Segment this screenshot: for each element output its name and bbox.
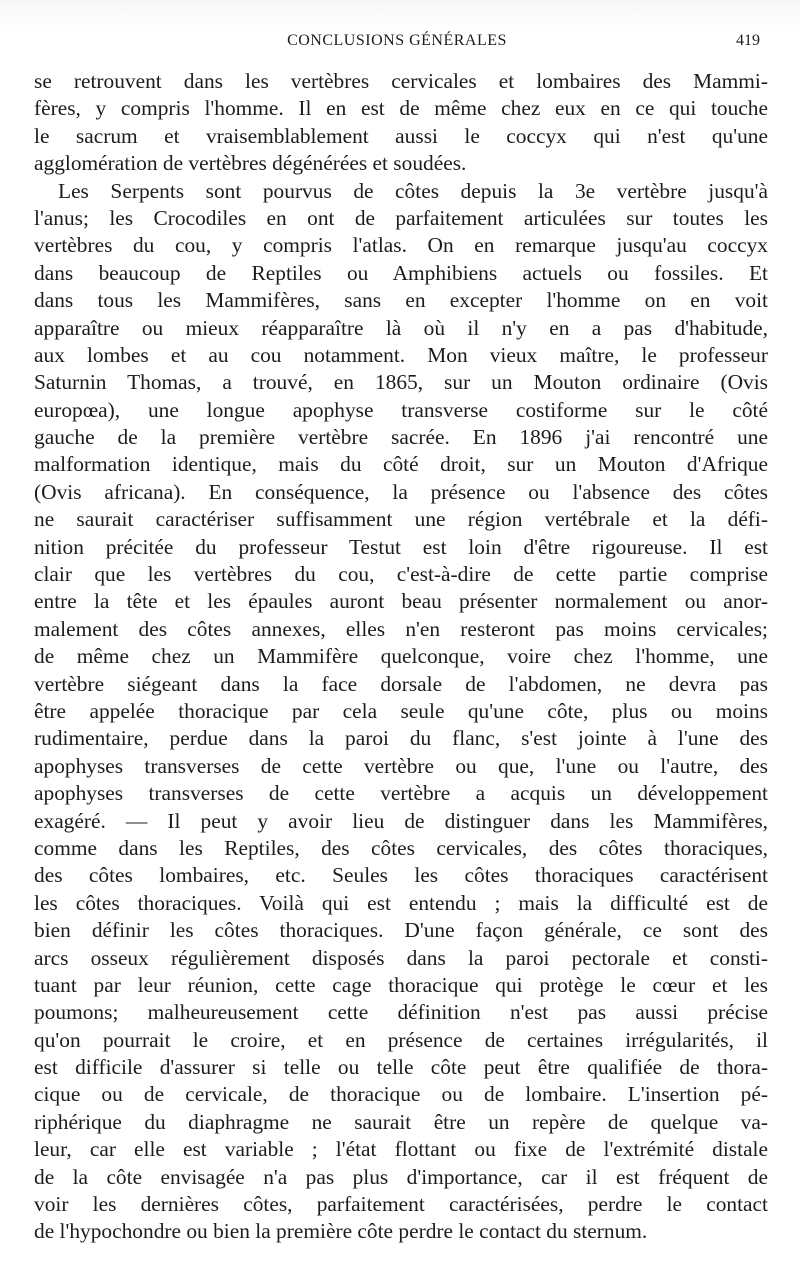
text-line: bien définir les côtes thoraciques. D'une façon générale, ce sont des <box>34 918 768 943</box>
text-line: voir les dernières côtes, parfaitement caractérisées, perdre le contact <box>34 1192 768 1217</box>
text-line: dans tous les Mammifères, sans en excepter l'homme on en voit <box>34 288 768 313</box>
text-line: tuant par leur réunion, cette cage thoracique qui protège le cœur et les <box>34 972 768 997</box>
text-line: vertèbres du cou, y compris l'atlas. On en remarque jusqu'au coccyx <box>34 233 768 258</box>
text-line: exagéré. — Il peut y avoir lieu de distinguer dans les Mammifères, <box>34 808 768 833</box>
body-text <box>34 68 768 1246</box>
text-line: les côtes thoraciques. Voilà qui est entendu ; mais la difficulté est de <box>34 890 768 915</box>
running-head <box>34 32 760 54</box>
text-line: l'anus; les Crocodiles en ont de parfaitement articulées sur toutes les <box>34 205 768 230</box>
text-line: vertèbre siégeant dans la face dorsale de l'abdomen, ne devra pas <box>34 671 768 696</box>
text-line: entre la tête et les épaules auront beau présenter normalement ou anor- <box>34 589 768 614</box>
text-line: être appelée thoracique par cela seule qu'une côte, plus ou moins <box>34 698 768 723</box>
text-line: europœa), une longue apophyse transverse costiforme sur le côté <box>34 397 768 422</box>
text-line: Les Serpents sont pourvus de côtes depuis la 3e vertèbre jusqu'à <box>58 178 768 203</box>
text-line: poumons; malheureusement cette définition n'est pas aussi précise <box>34 1000 768 1025</box>
text-line: de même chez un Mammifère quelconque, voire chez l'homme, une <box>34 644 768 669</box>
text-line: ne saurait caractériser suffisamment une région vertébrale et la défi- <box>34 507 768 532</box>
text-line: riphérique du diaphragme ne saurait être un repère de quelque va- <box>34 1109 768 1134</box>
text-line: arcs osseux régulièrement disposés dans la paroi pectorale et consti- <box>34 945 768 970</box>
text-line: de la côte envisagée n'a pas plus d'importance, car il est fréquent de <box>34 1164 768 1189</box>
text-line: clair que les vertèbres du cou, c'est-à-dire de cette partie comprise <box>34 562 768 587</box>
page-number: 419 <box>736 32 760 49</box>
text-line: de l'hypochondre ou bien la première côte perdre le contact du sternum. <box>34 1219 648 1244</box>
text-line: agglomération de vertèbres dégénérées et soudées. <box>34 151 467 176</box>
text-line: fères, y compris l'homme. Il en est de même chez eux en ce qui touche <box>34 96 768 121</box>
text-line: apparaître ou mieux réapparaître là où il n'y en a pas d'habitude, <box>34 315 768 340</box>
running-title: CONCLUSIONS GÉNÉRALES <box>287 32 507 49</box>
text-line: dans beaucoup de Reptiles ou Amphibiens actuels ou fossiles. Et <box>34 260 768 285</box>
text-line: malement des côtes annexes, elles n'en resteront pas moins cervicales; <box>34 616 768 641</box>
text-line: Saturnin Thomas, a trouvé, en 1865, sur un Mouton ordinaire (Ovis <box>34 370 768 395</box>
text-line: apophyses transverses de cette vertèbre ou que, l'une ou l'autre, des <box>34 753 768 778</box>
text-line: le sacrum et vraisemblablement aussi le coccyx qui n'est qu'une <box>34 123 768 148</box>
text-line: gauche de la première vertèbre sacrée. En 1896 j'ai rencontré une <box>34 425 768 450</box>
text-line: est difficile d'assurer si telle ou telle côte peut être qualifiée de thora- <box>34 1055 768 1080</box>
text-line: malformation identique, mais du côté droit, sur un Mouton d'Afrique <box>34 452 768 477</box>
text-line: cique ou de cervicale, de thoracique ou de lombaire. L'insertion pé- <box>34 1082 768 1107</box>
text-line: (Ovis africana). En conséquence, la présence ou l'absence des côtes <box>34 479 768 504</box>
text-line: se retrouvent dans les vertèbres cervicales et lombaires des Mammi- <box>34 69 768 93</box>
text-line: comme dans les Reptiles, des côtes cervicales, des côtes thoraciques, <box>34 835 768 860</box>
text-line: aux lombes et au cou notamment. Mon vieux maître, le professeur <box>34 342 768 367</box>
text-line: leur, car elle est variable ; l'état flottant ou fixe de l'extrémité distale <box>34 1137 768 1162</box>
text-line: des côtes lombaires, etc. Seules les côtes thoraciques caractérisent <box>34 863 768 888</box>
text-line: rudimentaire, perdue dans la paroi du flanc, s'est jointe à l'une des <box>34 726 768 751</box>
text-line: nition précitée du professeur Testut est loin d'être rigoureuse. Il est <box>34 534 768 559</box>
text-line: qu'on pourrait le croire, et en présence de certaines irrégularités, il <box>34 1027 768 1052</box>
text-line: apophyses transverses de cette vertèbre a acquis un développement <box>34 781 768 806</box>
